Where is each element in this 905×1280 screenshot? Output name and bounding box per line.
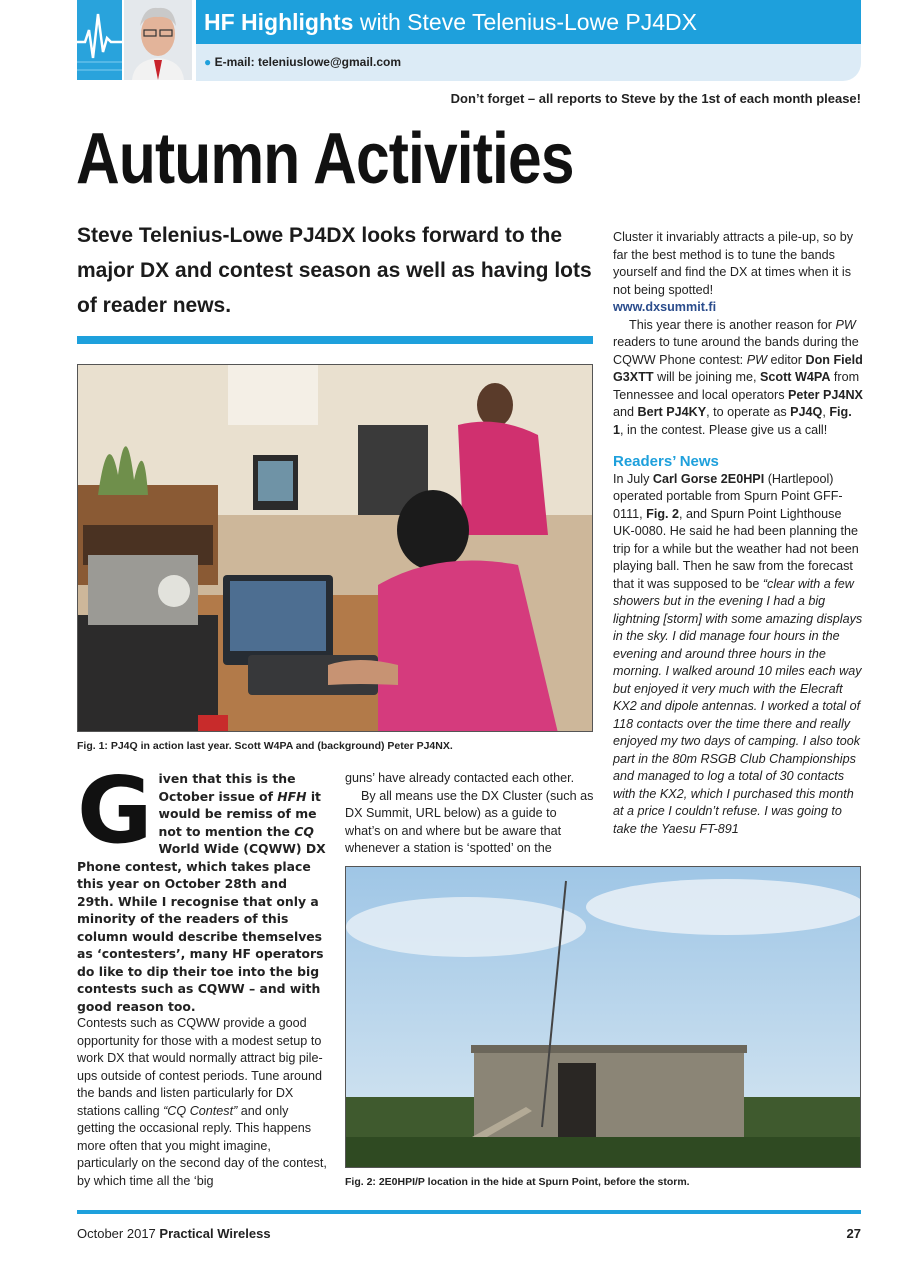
bullet-icon: ● [204, 55, 212, 69]
footer-date: October 2017 [77, 1226, 156, 1241]
intro-italic: CQ [294, 823, 314, 839]
body-paragraph: guns’ have already contacted each other. [345, 771, 575, 785]
body-text: and only getting the occasional reply. This happens more often that you might imagine, particularly on the second day of the contest, by which time all the ‘big [77, 1103, 327, 1188]
column-byline: with Steve Telenius-Lowe PJ4DX [359, 9, 697, 35]
email-label: E-mail: [214, 55, 255, 69]
divider-rule [77, 336, 593, 344]
body-paragraph: This year there is another reason for PW readers to tune around the bands during the CQWW Phone contest: PW editor Don Field G3XTT will be joining me, Scott W4PA from Tennessee and local operators Peter PJ4NX and Bert PJ4KY, to operate as PJ4Q, Fig. 1, in the contest. Please give us a call! [613, 317, 863, 437]
figure-2-caption: Fig. 2: 2E0HPI/P location in the hide at Spurn Point, before the storm. [345, 1176, 690, 1188]
footer-issue [77, 1226, 271, 1241]
body-paragraph: In July Carl Gorse 2E0HPI (Hartlepool) operated portable from Spurn Point GFF-0111, Fig. 2, and Spurn Point Lighthouse UK-0080. He said he had been planning the trip for a while but the weather had not been playing ball. Then he saw from the forecast that it was supposed to be “clear with a few showers but in the evening I had a big lightning [storm] with some amazing displays in the sky. I did manage four hours in the evening and around three hours in the morning. I walked around 10 miles each way but enjoyed it very much with the Elecraft KX2 and dipole antennas. I worked a total of 118 contacts over the time there and really enjoyed my two days of camping. I also took part in the 80m RSGB Club Championships and managed to log a total of 30 contacts with the KX2, which I purchased this month at a price I couldn’t refuse. I was going to take the Yaesu FT-891 [613, 471, 863, 836]
body-quote: “CQ Contest” [163, 1103, 238, 1118]
body-paragraph: By all means use the DX Cluster (such as DX Summit, URL below) as a guide to what’s on and where but be aware that whenever a station is ‘spotted’ on the [345, 788, 594, 855]
column-logo [77, 0, 122, 80]
column-2 [345, 770, 595, 858]
article-title: Autumn Activities [76, 119, 574, 199]
column-header-bar [196, 0, 861, 44]
footer-rule [77, 1210, 861, 1214]
dxsummit-link[interactable]: www.dxsummit.fi [613, 300, 717, 314]
intro-italic: HFH [277, 788, 307, 804]
body-paragraph: Cluster it invariably attracts a pile-up, so by far the best method is to tune the bands yourself and find the DX at times when it is not being spotted! [613, 230, 854, 297]
reminder-text: Don’t forget – all reports to Steve by the [450, 91, 698, 106]
reports-reminder [451, 91, 861, 106]
intro-text: iven that this is the October issue of [158, 771, 296, 804]
standfirst: Steve Telenius-Lowe PJ4DX looks forward to the major DX and contest season as well as having lots of reader news. [77, 224, 592, 317]
drop-cap: G [77, 757, 153, 864]
subheading-readers-news: Readers’ News [613, 453, 719, 470]
column-name: HF Highlights [204, 9, 354, 35]
reminder-emphasis: 1st of each month please! [701, 91, 861, 106]
figure-1-photo [77, 364, 593, 732]
column-3 [613, 229, 863, 838]
intro-text: it would be remiss of me not to mention the [158, 788, 321, 839]
email-address[interactable]: teleniuslowe@gmail.com [257, 55, 402, 69]
column-1 [77, 757, 327, 1190]
figure-1-caption: Fig. 1: PJ4Q in action last year. Scott W4PA and (background) Peter PJ4NX. [77, 740, 453, 752]
body-text: Contests such as CQWW provide a good opportunity for those with a modest setup to work DX that would normally attract big pile-ups outside of contest periods. Tune around the bands and listen particularly for DX stations calling [77, 1016, 323, 1118]
email-line [196, 44, 861, 81]
figure-2-photo [345, 866, 861, 1168]
author-photo [124, 0, 192, 80]
waveform-icon [77, 0, 122, 80]
intro-text: World Wide (CQWW) DX Phone contest, which takes place this year on October 28th and 29th. While I recognise that only a minority of the readers of this column would describe themselves as ‘contesters’, many HF operators do like to dip their toe into the big contests such as CQWW – and with good reason too. [77, 841, 326, 1014]
footer-magazine: Practical Wireless [159, 1226, 271, 1241]
page-number: 27 [846, 1226, 861, 1241]
